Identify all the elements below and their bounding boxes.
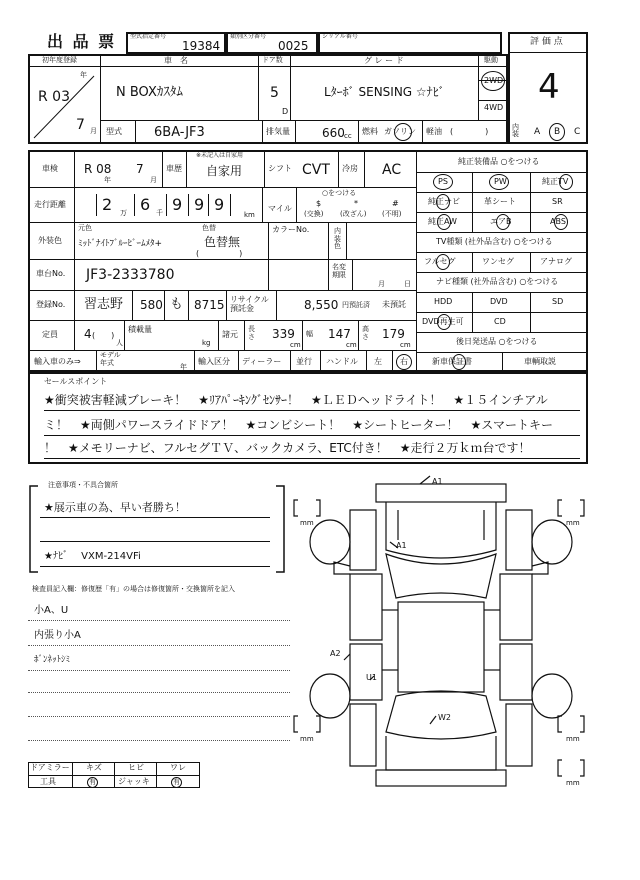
displacement-value: 660 — [322, 126, 345, 140]
first-reg-label: 初年度登録 — [42, 56, 77, 64]
mileage-digit-5: 9 — [214, 195, 225, 214]
equipment-title: 純正装備品 ○をつける — [458, 157, 540, 166]
chassis-value: JF3-2333780 — [86, 267, 175, 283]
fuel-circle — [394, 123, 412, 141]
equip-pw: PW — [494, 177, 507, 186]
notes-bracket — [28, 480, 290, 580]
first-reg-era: R 03 — [38, 89, 70, 105]
mileage-digit-2: 6 — [140, 195, 151, 214]
shift-value: CVT — [302, 162, 330, 178]
reg-class: 580 — [140, 298, 163, 312]
length-value: 339 — [272, 327, 295, 341]
inspector-line-1: 小A、U — [34, 605, 69, 616]
equip-tv: 純正TV — [542, 177, 569, 186]
nav-dvd-play: DVD再生可 — [422, 317, 464, 326]
damage-a2: A2 — [330, 649, 341, 658]
notes-line-1: ★展示車の為、早い者勝ち！ — [44, 501, 186, 514]
class-no-value: 0025 — [278, 39, 309, 53]
notes-line-3: ★ﾅﾋﾞ VXM-214VFi — [44, 551, 141, 562]
orig-color-value: ﾐｯﾄﾞﾅｲﾄﾌﾞﾙｰﾋﾞｰﾑﾒﾀ+ — [78, 239, 163, 249]
later-warranty: 新車保証書 — [432, 357, 472, 366]
type-no-label: 型式指定番号 — [130, 33, 167, 40]
damage-w2: W2 — [438, 713, 451, 722]
capacity-value: 4 — [84, 327, 92, 341]
car-damage-diagram — [290, 470, 590, 800]
sales-line-1: ★衝突被害軽減ブレーキ！ ★ﾘｱﾊﾟｰｷﾝｸﾞｾﾝｻｰ！ ★ＬＥＤヘッドライト！ ★１５インチアル — [44, 393, 548, 407]
notes-label: 注意事項・不具合箇所 — [48, 481, 118, 489]
form-title: 出 品 票 — [47, 32, 117, 51]
damage-a1-hood: A1 — [396, 541, 407, 550]
class-no-label: 類別区分番号 — [230, 33, 267, 40]
grade-value: Lﾀｰﾎﾞ SENSING ☆ﾅﾋﾞ — [324, 85, 445, 99]
damage-a1-front: A1 — [432, 477, 443, 486]
equip-aw: 純正AW — [428, 217, 457, 226]
reg-number: 8715 — [194, 298, 225, 312]
repaint-value: 色替無 — [204, 235, 241, 249]
height-value: 179 — [382, 327, 405, 341]
first-reg-month: 7 — [76, 117, 85, 133]
model-value: 6BA-JF3 — [154, 125, 205, 140]
sales-label: セールスポイント — [44, 377, 108, 386]
sales-line-2: ミ！ ★両側パワースライドドア！ ★コンビシート！ ★シートヒーター！ ★スマートキー — [44, 418, 553, 432]
mileage-digit-3: 9 — [172, 195, 183, 214]
fuel-gasoline: ガソリン — [384, 127, 416, 136]
cooler-value: AC — [382, 162, 402, 178]
history-value: 自家用 — [206, 164, 243, 178]
inspection-month: 7 — [136, 162, 144, 176]
type-no-value: 19384 — [182, 39, 221, 53]
score-label: 評 価 点 — [530, 37, 563, 47]
sales-line-3: ！ ★メモリーナビ、フルセグＴＶ、バックカメラ、ETC付き！ ★走行２万ｋｍ台です！ — [44, 441, 531, 455]
drive-label: 駆動 — [484, 56, 498, 64]
score-value: 4 — [538, 67, 560, 107]
car-name-value: N BOXｶｽﾀﾑ — [116, 85, 183, 100]
inspector-line-3: ﾎﾞﾝﾈｯﾄｼﾐ — [34, 655, 71, 665]
inspection-era: R 08 — [84, 162, 112, 176]
inspector-label: 検査員記入欄：修復歴「有」の場合は修復箇所・交換箇所を記入 — [32, 585, 235, 593]
equip-abs: ABS — [550, 217, 566, 226]
width-value: 147 — [328, 327, 351, 341]
tv-fullseg: フルセグ — [424, 257, 456, 266]
grade-label: グ レ ー ド — [364, 56, 404, 65]
recycle-value: 8,550 — [304, 298, 339, 312]
equip-navi: 純正ナビ — [428, 197, 460, 206]
car-name-label: 車 名 — [164, 56, 188, 65]
handle-circle — [396, 354, 412, 370]
mileage-digit-1: 2 — [102, 195, 113, 214]
drive-4wd: 4WD — [484, 103, 504, 112]
mileage-digit-4: 9 — [194, 195, 205, 214]
reg-area: 習志野 — [84, 297, 124, 312]
equip-ps: PS — [438, 177, 448, 186]
serial-label: シリアル番号 — [322, 33, 358, 40]
reg-kana: も — [170, 297, 184, 312]
drive-2wd: 2WD — [484, 76, 504, 85]
doors-label: ドア数 — [262, 56, 283, 64]
doors-value: 5 — [270, 85, 279, 101]
damage-u1: U1 — [366, 673, 377, 682]
inspector-line-2: 内張り小A — [34, 630, 81, 641]
interior-circle — [549, 123, 565, 141]
equip-airbag: エアB — [490, 217, 512, 226]
